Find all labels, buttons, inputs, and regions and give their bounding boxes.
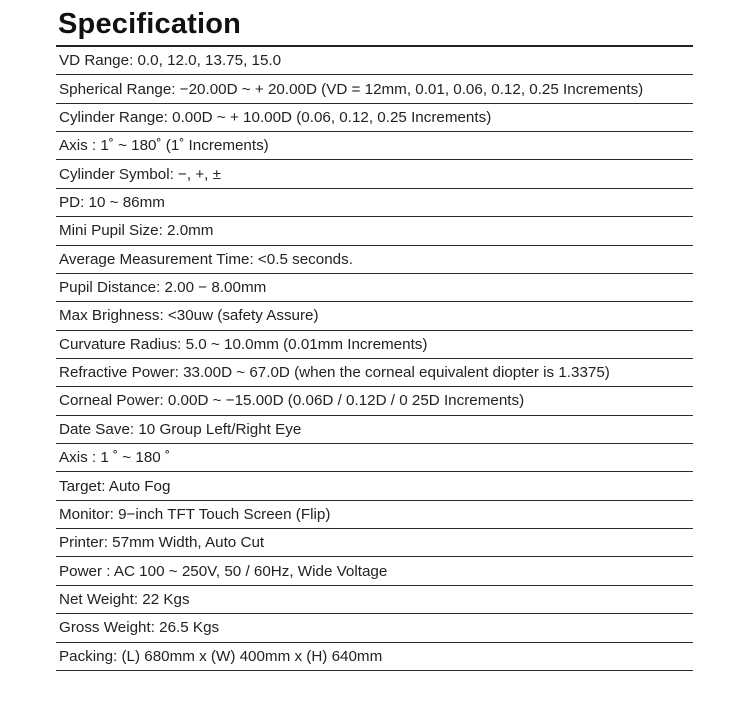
spec-row-corneal-power: [56, 387, 693, 415]
spec-text: Date Save: 10 Group Left/Right Eye: [59, 420, 302, 438]
spec-text: Target: Auto Fog: [59, 477, 171, 495]
spec-row-date-save: [56, 416, 693, 444]
spec-text: Corneal Power: 0.00D ~ −15.00D (0.06D / 0.12D / 0 25D Increments): [59, 392, 525, 410]
spec-row-vd-range: [56, 47, 693, 75]
spec-row-refractive-power: [56, 359, 693, 387]
spec-text: Axis : 1 ˚ ~ 180 ˚: [59, 449, 170, 467]
spec-text: Mini Pupil Size: 2.0mm: [59, 222, 214, 240]
specification-list: [56, 47, 693, 671]
spec-text: Packing: (L) 680mm x (W) 400mm x (H) 640mm: [59, 647, 383, 665]
spec-text: Curvature Radius: 5.0 ~ 10.0mm (0.01mm Increments): [59, 335, 428, 353]
spec-text: Cylinder Range: 0.00D ~ + 10.00D (0.06, 0.12, 0.25 Increments): [59, 108, 492, 126]
spec-row-net-weight: [56, 586, 693, 614]
spec-row-curvature-radius: [56, 331, 693, 359]
spec-row-cylinder-symbol: [56, 160, 693, 188]
spec-row-measurement-time: [56, 246, 693, 274]
spec-text: Cylinder Symbol: −, +, ±: [59, 165, 221, 183]
spec-row-spherical-range: [56, 75, 693, 103]
spec-text: Spherical Range: −20.00D ~ + 20.00D (VD = 12mm, 0.01, 0.06, 0.12, 0.25 Increments): [59, 80, 644, 98]
spec-row-mini-pupil-size: [56, 217, 693, 245]
spec-row-pupil-distance: [56, 274, 693, 302]
spec-row-monitor: [56, 501, 693, 529]
spec-text: Gross Weight: 26.5 Kgs: [59, 619, 220, 637]
spec-text: Axis : 1˚ ~ 180˚ (1˚ Increments): [59, 137, 269, 155]
spec-text: Average Measurement Time: <0.5 seconds.: [59, 250, 353, 268]
spec-text: Monitor: 9−inch TFT Touch Screen (Flip): [59, 505, 331, 523]
spec-row-axis-2: [56, 444, 693, 472]
spec-text: Max Brighness: <30uw (safety Assure): [59, 307, 319, 325]
spec-text: PD: 10 ~ 86mm: [59, 193, 165, 211]
spec-row-pd: [56, 189, 693, 217]
spec-row-packing: [56, 643, 693, 671]
spec-row-max-brightness: [56, 302, 693, 330]
spec-row-cylinder-range: [56, 104, 693, 132]
spec-text: Printer: 57mm Width, Auto Cut: [59, 534, 265, 552]
spec-row-printer: [56, 529, 693, 557]
spec-text: VD Range: 0.0, 12.0, 13.75, 15.0: [59, 52, 282, 70]
spec-text: Power : AC 100 ~ 250V, 50 / 60Hz, Wide Voltage: [59, 562, 388, 580]
spec-text: Net Weight: 22 Kgs: [59, 591, 190, 608]
spec-text: Pupil Distance: 2.00 − 8.00mm: [59, 279, 267, 297]
page-title: Specification: [58, 8, 242, 40]
spec-row-target: [56, 472, 693, 500]
spec-text: Refractive Power: 33.00D ~ 67.0D (when the corneal equivalent diopter is 1.3375): [59, 364, 610, 382]
spec-row-axis: [56, 132, 693, 160]
spec-row-gross-weight: [56, 614, 693, 642]
spec-row-power: [56, 557, 693, 585]
